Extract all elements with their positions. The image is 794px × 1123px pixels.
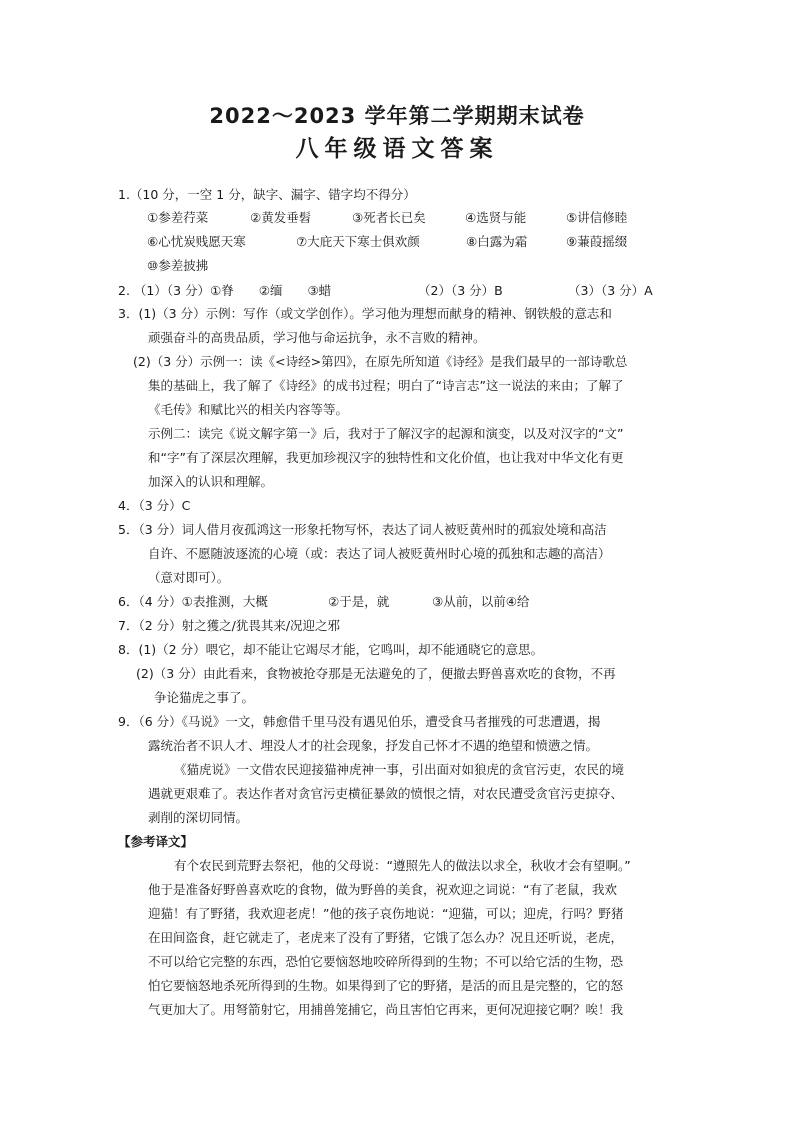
q6-part2: ②于是，就 [328, 594, 390, 609]
translation-line: 不可以给它完整的东西，恐怕它要恼怒地咬碎所得到的生物；不可以给它活的生物，恐 [148, 954, 624, 969]
q3-line: 集的基础上，我了解了《诗经》的成书过程；明白了“诗言志”这一说法的来由；了解了 [148, 378, 624, 393]
q2-part3: （3）（3 分）A [568, 283, 653, 298]
reference-translation-heading: 【参考译文】 [118, 834, 194, 849]
q5-line: （意对即可）。 [148, 570, 230, 585]
q1-answer: ①参差荇菜 [147, 210, 209, 225]
q3-line: 顽强奋斗的高贵品质，学习他与命运抗争，永不言败的精神。 [148, 330, 486, 345]
q1-answer: ⑦大庇天下寒士俱欢颜 [296, 234, 420, 249]
q2-part2: （2）（3 分）B [418, 283, 503, 298]
q8-line: 8．(1)（2 分）喂它，却不能让它竭尽才能，它鸣叫，却不能通晓它的意思。 [118, 642, 544, 657]
q9-line: 遇就更艰难了。表达作者对贪官污吏横征暴敛的愤恨之情，对农民遭受贪官污吏掠夺、 [148, 786, 624, 801]
q1-answer: ④选贤与能 [465, 210, 527, 225]
q3-line: 《毛传》和赋比兴的相关内容等等。 [148, 402, 349, 417]
q8-line: 争论猫虎之事了。 [154, 690, 255, 705]
q5-line: 5．（3 分）词人借月夜孤鸿这一形象托物写怀，表达了词人被贬黄州时的孤寂处境和高洁 [118, 522, 607, 537]
q6-part1: 6．（4 分）①表推测，大概 [118, 594, 268, 609]
q1-answer: ⑧白露为霜 [466, 234, 528, 249]
q2-part1: 2. （1）（3 分）①脊 ②缅 ③蜡 [118, 283, 332, 298]
q1-answer: ⑤讲信修睦 [566, 210, 628, 225]
q3-line: 加深入的认识和理解。 [148, 474, 274, 489]
translation-line: 有个农民到荒野去祭祀，他的父母说：“遵照先人的做法以求全，秋收才会有望啊。” [174, 858, 631, 873]
translation-line: 气更加大了。用弩箭射它，用捕兽笼捕它，尚且害怕它再来，更何况迎接它啊？唉！我 [148, 1002, 624, 1017]
translation-line: 在田间盗食，赶它就走了，老虎来了没有了野猪，它饿了怎么办？况且还听说，老虎， [148, 930, 624, 945]
q1-heading: 1.（10 分，一空 1 分，缺字、漏字、错字均不得分） [118, 187, 416, 202]
q6-part3: ③从前，以前④给 [432, 594, 530, 609]
translation-line: 他于是准备好野兽喜欢吃的食物，做为野兽的美食，祝欢迎之词说：“有了老鼠，我欢 [148, 882, 617, 897]
q1-answer: ⑥心忧炭贱愿天寒 [147, 234, 246, 249]
q9-line: 9．（6 分）《马说》一文，韩愈借千里马没有遇见伯乐，遭受食马者摧残的可悲遭遇，揭 [118, 714, 601, 729]
q7-answer: 7．（2 分）射之獲之/犹畏其来/况迎之邪 [118, 618, 341, 633]
q3-line: (2)（3 分）示例一：读《<诗经>第四》，在原先所知道《诗经》是我们最早的一部诗歌总 [133, 354, 628, 369]
q3-line: 和“字”有了深层次理解，我更加珍视汉字的独特性和文化价值，也让我对中华文化有更 [148, 450, 624, 465]
q5-line: 自许、不愿随波逐流的心境（或：表达了词人被贬黄州时心境的孤独和志趣的高洁） [148, 546, 611, 561]
page-title: 2022～2023 学年第二学期期末试卷 [209, 104, 585, 128]
q9-line: 露统治者不识人才、埋没人才的社会现象，抒发自己怀才不遇的绝望和愤懑之情。 [148, 738, 599, 753]
q3-line: 示例二：读完《说文解字第一》后，我对于了解汉字的起源和演变，以及对汉字的“文” [148, 426, 624, 441]
q9-line: 剥削的深切同情。 [148, 810, 249, 825]
q1-answer: ⑨蒹葭摇缀 [566, 234, 628, 249]
translation-line: 怕它要恼怒地杀死所得到的生物。如果得到了它的野猪，是活的而且是完整的，它的怒 [148, 978, 624, 993]
page-subtitle: 八年级语文答案 [295, 135, 499, 162]
translation-line: 迎猫！有了野猪，我欢迎老虎！”他的孩子哀伤地说：“迎猫，可以；迎虎，行吗？野猪 [148, 906, 624, 921]
q1-answer: ⑩参差披拂 [147, 258, 209, 273]
q1-answer: ②黄发垂髫 [250, 210, 312, 225]
q1-answer: ③死者长已矣 [352, 210, 426, 225]
q4-answer: 4．（3 分）C [118, 498, 191, 513]
q3-line: 3．(1)（3 分）示例：写作（或文学创作）。学习他为理想而献身的精神、钢铁般的意志和 [118, 306, 612, 321]
q8-line: (2)（3 分）由此看来，食物被抢夺那是无法避免的了，便撤去野兽喜欢吃的食物，不再 [136, 666, 616, 681]
q9-line: 《猫虎说》一文借农民迎接猫神虎神一事，引出面对如狼虎的贪官污吏，农民的境 [174, 762, 625, 777]
